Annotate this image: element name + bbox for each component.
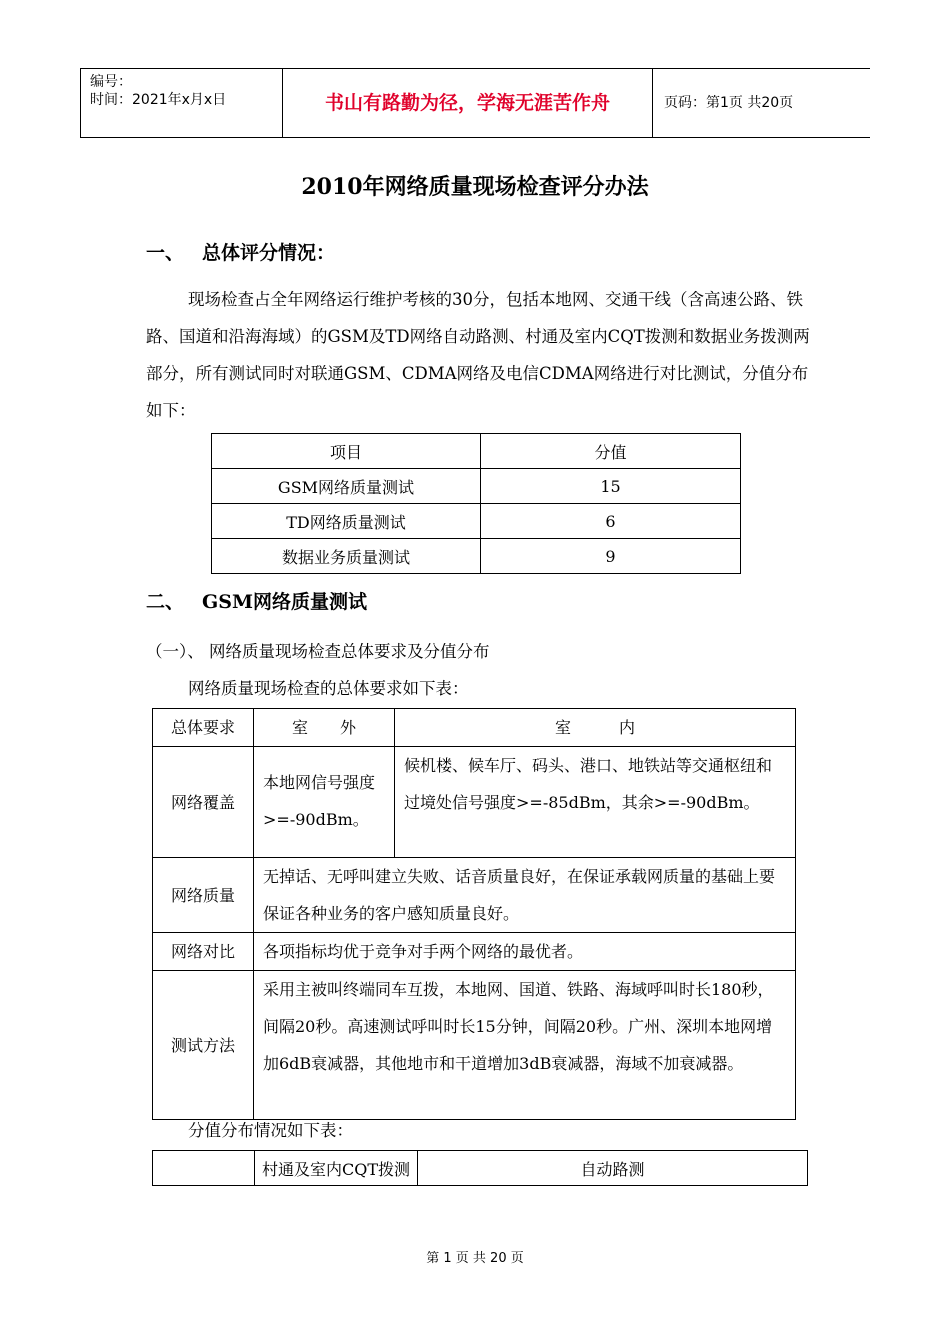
header-score: 分值 [481,434,741,469]
section1-title: 总体评分情况： [202,242,336,264]
table-cell: 15 [481,469,741,504]
table-cell [153,1151,255,1186]
section1-paragraph [146,281,810,429]
table-row [212,539,741,574]
table-cell: GSM网络质量测试 [212,469,481,504]
header-village-cqt: 村通及室内CQT拨测 [255,1151,418,1186]
table-row [153,933,796,971]
section2-title: GSM网络质量测试 [202,591,367,613]
header-outdoor: 室 外 [254,709,395,747]
table-cell: TD网络质量测试 [212,504,481,539]
compare-label: 网络对比 [153,933,254,971]
coverage-outdoor: 本地网信号强度>=-90dBm。 [254,747,395,858]
quality-label: 网络质量 [153,858,254,933]
score-summary-table [211,433,741,574]
table-row [153,858,796,933]
table-row [212,469,741,504]
score-distribution-table [152,1150,808,1186]
header-requirement: 总体要求 [153,709,254,747]
coverage-label: 网络覆盖 [153,747,254,858]
header-motto: 书山有路勤为径，学海无涯苦作舟 [282,69,653,137]
header-indoor: 室 内 [395,709,796,747]
requirements-intro: 网络质量现场检查的总体要求如下表： [188,679,469,698]
table-header-row [153,709,796,747]
page-header [80,68,870,138]
header-meta [80,69,282,137]
quality-text: 无掉话、无呼叫建立失败、话音质量良好，在保证承载网质量的基础上要保证各种业务的客户感知质量良好。 [254,858,796,933]
time-label: 时间：2021年x月x日 [90,92,227,108]
table-row [212,504,741,539]
document-title: 2010年网络质量现场检查评分办法 [301,174,649,200]
score-distribution-intro: 分值分布情况如下表： [188,1121,353,1140]
header-item: 项目 [212,434,481,469]
header-auto-drive-test: 自动路测 [418,1151,808,1186]
table-row [153,971,796,1120]
table-cell: 9 [481,539,741,574]
page-footer: 第 1 页 共 20 页 [426,1251,524,1266]
section2-number: 二、 [146,591,185,613]
requirements-table [152,708,796,1120]
subsection-heading: （一）、 网络质量现场检查总体要求及分值分布 [146,642,490,661]
section1-number: 一、 [146,242,185,264]
table-cell: 6 [481,504,741,539]
compare-text: 各项指标均优于竞争对手两个网络的最优者。 [254,933,796,971]
number-label: 编号： [90,74,132,90]
section2-heading [146,587,367,614]
section1-paragraph-text: 现场检查占全年网络运行维护考核的30分，包括本地网、交通干线（含高速公路、铁路、国道和沿海海域）的GSM及TD网络自动路测、村通及室内CQT拨测和数据业务拨测两部分，所有测试同时对联通GSM、CDMA网络及电信CDMA网络进行对比测试，分值分布如下： [146,290,810,420]
method-label: 测试方法 [153,971,254,1120]
table-cell: 数据业务质量测试 [212,539,481,574]
table-header-row [212,434,741,469]
table-row [153,747,796,858]
coverage-indoor: 候机楼、候车厅、码头、港口、地铁站等交通枢纽和过境处信号强度>=-85dBm，其余>=-90dBm。 [395,747,796,858]
section1-heading [146,238,335,265]
header-page-info: 页码：第1页 共20页 [664,95,794,111]
method-text: 采用主被叫终端同车互拨，本地网、国道、铁路、海域呼叫时长180秒，间隔20秒。高速测试呼叫时长15分钟，间隔20秒。广州、深圳本地网增加6dB衰减器，其他地市和干道增加3dB衰减器，海域不加衰减器。 [254,971,796,1120]
table-header-row [153,1151,808,1186]
